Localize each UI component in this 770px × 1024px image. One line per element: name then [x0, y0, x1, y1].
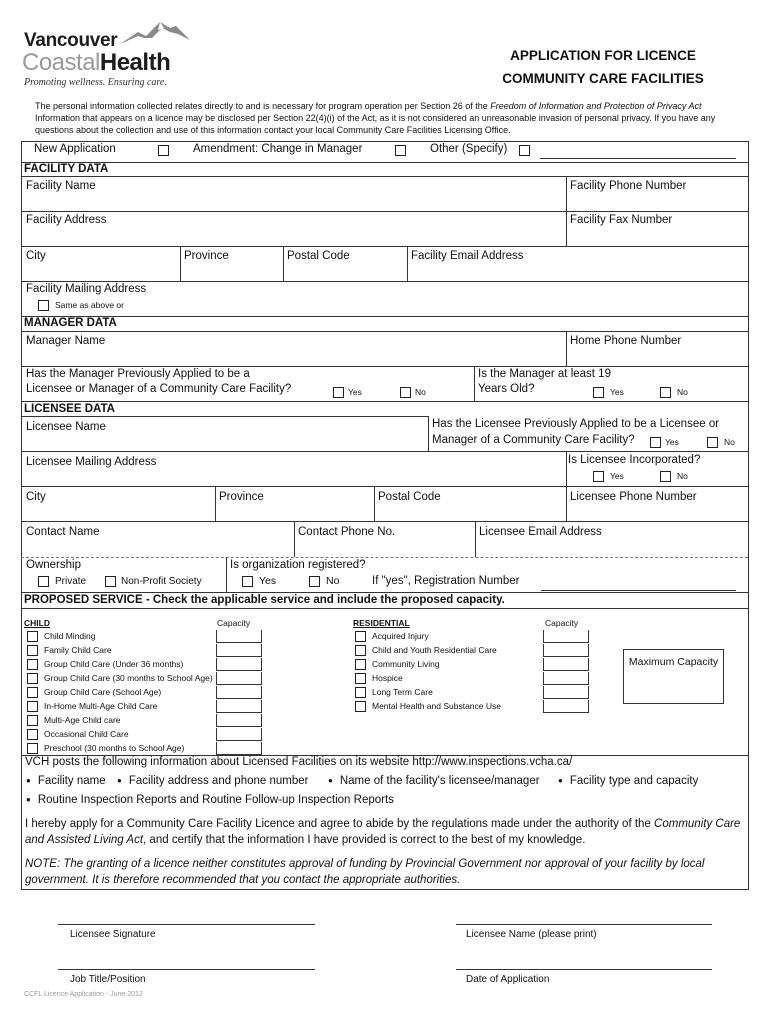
child-service-checkbox[interactable] [27, 715, 38, 726]
registration-number-field[interactable] [541, 590, 736, 591]
facility-address-field[interactable]: Facility Address [26, 214, 107, 226]
page-title-line1: APPLICATION FOR LICENCE [510, 48, 696, 63]
residential-service-label: Child and Youth Residential Care [372, 645, 497, 655]
residential-service-label: Long Term Care [372, 687, 433, 697]
facility-province-field[interactable]: Province [184, 250, 229, 262]
child-service-capacity-field[interactable] [216, 672, 262, 685]
ownership-private-checkbox[interactable] [38, 576, 49, 587]
child-service-capacity-field[interactable] [216, 700, 262, 713]
child-service-label: Family Child Care [44, 645, 112, 655]
licensee-signature-field[interactable] [58, 924, 315, 925]
bullet-facility-name: ● Facility name [26, 775, 106, 787]
facility-fax-field[interactable]: Facility Fax Number [570, 214, 673, 226]
child-service-checkbox[interactable] [27, 701, 38, 712]
child-service-label: Multi-Age Child care [44, 715, 121, 725]
bullet-licensee-manager: ● Name of the facility's licensee/manager [328, 775, 540, 787]
licensee-applied-no-checkbox[interactable] [707, 437, 718, 448]
amendment-label: Amendment: Change in Manager [193, 143, 363, 155]
residential-service-capacity-field[interactable] [543, 672, 589, 685]
note-text: NOTE: The granting of a licence neither constitutes approval of funding by Provincial Government nor approval of your facility by local government. It is therefore recommended that you contact the appropriate authorities. [25, 858, 705, 886]
residential-service-label: Hospice [372, 673, 403, 683]
licensee-print-name-label: Licensee Name (please print) [466, 929, 597, 940]
child-service-label: Preschool (30 months to School Age) [44, 743, 185, 753]
licensee-applied-yes-checkbox[interactable] [650, 437, 661, 448]
child-service-checkbox[interactable] [27, 729, 38, 740]
job-title-label: Job Title/Position [70, 974, 146, 985]
residential-service-capacity-field[interactable] [543, 686, 589, 699]
child-service-label: Group Child Care (School Age) [44, 687, 162, 697]
child-service-checkbox[interactable] [27, 687, 38, 698]
maximum-capacity-label: Maximum Capacity [628, 656, 719, 668]
residential-service-label: Acquired Injury [372, 631, 429, 641]
child-service-capacity-field[interactable] [216, 728, 262, 741]
manager-name-field[interactable]: Manager Name [26, 335, 106, 347]
other-specify-field[interactable] [540, 158, 736, 159]
declaration-text: I hereby apply for a Community Care Facility Licence and agree to abide by the regulations made under the authority of the Community Care and Assisted Living Act, and certify that the information I have provided is correct to the best of my knowledge. [25, 818, 741, 846]
residential-service-label: Community Living [372, 659, 440, 669]
footer-version: CCFL Licence Application - June 2012 [24, 991, 143, 998]
ownership-label: Ownership [26, 559, 81, 571]
child-service-checkbox[interactable] [27, 631, 38, 642]
new-application-checkbox[interactable] [158, 145, 169, 156]
residential-service-checkbox[interactable] [355, 631, 366, 642]
registered-no-checkbox[interactable] [309, 576, 320, 587]
mountain-logo-icon [118, 18, 192, 46]
logo-coastal-health: CoastalHealth [22, 49, 171, 76]
manager-applied-no-checkbox[interactable] [400, 387, 411, 398]
manager-home-phone-field[interactable]: Home Phone Number [570, 335, 682, 347]
licensee-province-field[interactable]: Province [219, 491, 264, 503]
job-title-field[interactable] [58, 969, 315, 970]
child-service-capacity-field[interactable] [216, 686, 262, 699]
facility-postal-field[interactable]: Postal Code [287, 250, 350, 262]
contact-phone-field[interactable]: Contact Phone No. [298, 526, 396, 538]
bullet-facility-type: ● Facility type and capacity [558, 775, 698, 787]
same-as-above-label: Same as above or [55, 300, 124, 310]
privacy-notice: The personal information collected relates directly to and is necessary for program operation per Section 26 of the Freedom of Information and Protection of Privacy Act Information that appears on a licence may be disclosed per Section 22(4)(i) of the Act, as it is not considered an unreasonable invasion of personal privacy. If you have any questions about the collection and use of this information contact your local Community Care Facilities Licensing Office. [35, 101, 716, 135]
logo-tagline: Promoting wellness. Ensuring care. [24, 77, 167, 88]
residential-service-checkbox[interactable] [355, 645, 366, 656]
service-section-header: PROPOSED SERVICE - Check the applicable service and include the proposed capacity. [24, 594, 505, 606]
incorporated-no-checkbox[interactable] [660, 471, 671, 482]
licensee-name-field[interactable]: Licensee Name [26, 421, 106, 433]
residential-service-capacity-field[interactable] [543, 644, 589, 657]
child-service-label: Occasional Child Care [44, 729, 129, 739]
child-service-label: Group Child Care (30 months to School Age) [44, 673, 213, 683]
logo-vancouver: Vancouver [24, 30, 118, 51]
residential-service-capacity-field[interactable] [543, 658, 589, 671]
child-capacity-label: Capacity [217, 618, 251, 628]
licensee-section-header: LICENSEE DATA [24, 403, 115, 415]
facility-name-field[interactable]: Facility Name [26, 180, 96, 192]
facility-city-field[interactable]: City [26, 250, 46, 262]
contact-name-field[interactable]: Contact Name [26, 526, 100, 538]
manager-applied-question: Has the Manager Previously Applied to be a [26, 368, 250, 380]
facility-email-field[interactable]: Facility Email Address [411, 250, 524, 262]
manager-section-header: MANAGER DATA [24, 317, 117, 329]
child-service-capacity-field[interactable] [216, 714, 262, 727]
licensee-email-field[interactable]: Licensee Email Address [479, 526, 602, 538]
residential-service-capacity-field[interactable] [543, 700, 589, 713]
date-of-application-field[interactable] [456, 969, 712, 970]
registration-number-label: If "yes", Registration Number [372, 575, 520, 587]
manager-age-question: Is the Manager at least 19 [478, 368, 611, 380]
other-label: Other (Specify) [430, 143, 508, 155]
same-as-above-checkbox[interactable] [38, 300, 49, 311]
bullet-facility-address: ● Facility address and phone number [117, 775, 308, 787]
residential-service-checkbox[interactable] [355, 659, 366, 670]
facility-phone-field[interactable]: Facility Phone Number [570, 180, 687, 192]
licensee-signature-label: Licensee Signature [70, 929, 156, 940]
other-checkbox[interactable] [519, 145, 530, 156]
residential-service-checkbox[interactable] [355, 701, 366, 712]
licensee-mailing-field[interactable]: Licensee Mailing Address [26, 456, 157, 468]
licensee-applied-question: Has the Licensee Previously Applied to be a Licensee or [432, 418, 720, 430]
new-application-label: New Application [34, 143, 116, 155]
child-service-label: Child Minding [44, 631, 96, 641]
child-service-checkbox[interactable] [27, 743, 38, 754]
residential-capacity-label: Capacity [545, 618, 579, 628]
residential-service-capacity-field[interactable] [543, 630, 589, 643]
facility-section-header: FACILITY DATA [24, 163, 109, 175]
child-service-label: Group Child Care (Under 36 months) [44, 659, 184, 669]
child-service-checkbox[interactable] [27, 659, 38, 670]
manager-age-yes-checkbox[interactable] [593, 387, 604, 398]
licensee-phone-field[interactable]: Licensee Phone Number [570, 491, 697, 503]
child-service-checkbox[interactable] [27, 673, 38, 684]
ownership-nonprofit-checkbox[interactable] [105, 576, 116, 587]
amendment-checkbox[interactable] [395, 145, 406, 156]
licensee-print-name-field[interactable] [456, 924, 712, 925]
vch-posts-text: VCH posts the following information about Licensed Facilities on its website http://www.inspections.vcha.ca/ [25, 756, 573, 768]
licensee-incorporated-question: Is Licensee Incorporated? [568, 454, 701, 466]
residential-label: RESIDENTIAL [353, 618, 410, 628]
residential-service-checkbox[interactable] [355, 687, 366, 698]
manager-applied-yes-checkbox[interactable] [333, 387, 344, 398]
child-service-capacity-field[interactable] [216, 742, 262, 755]
child-service-capacity-field[interactable] [216, 630, 262, 643]
page-title-line2: COMMUNITY CARE FACILITIES [502, 71, 704, 86]
child-service-label: In-Home Multi-Age Child Care [44, 701, 158, 711]
date-of-application-label: Date of Application [466, 974, 550, 985]
child-service-checkbox[interactable] [27, 645, 38, 656]
manager-age-no-checkbox[interactable] [660, 387, 671, 398]
licensee-city-field[interactable]: City [26, 491, 46, 503]
residential-service-label: Mental Health and Substance Use [372, 701, 501, 711]
registered-question: Is organization registered? [230, 559, 366, 571]
bullet-inspection-reports: ● Routine Inspection Reports and Routine Follow-up Inspection Reports [26, 794, 394, 806]
residential-service-checkbox[interactable] [355, 673, 366, 684]
divider [21, 162, 748, 163]
registered-yes-checkbox[interactable] [242, 576, 253, 587]
facility-mailing-field[interactable]: Facility Mailing Address [26, 283, 147, 295]
licensee-postal-field[interactable]: Postal Code [378, 491, 441, 503]
child-label: CHILD [24, 618, 50, 628]
child-service-capacity-field[interactable] [216, 658, 262, 671]
child-service-capacity-field[interactable] [216, 644, 262, 657]
incorporated-yes-checkbox[interactable] [593, 471, 604, 482]
